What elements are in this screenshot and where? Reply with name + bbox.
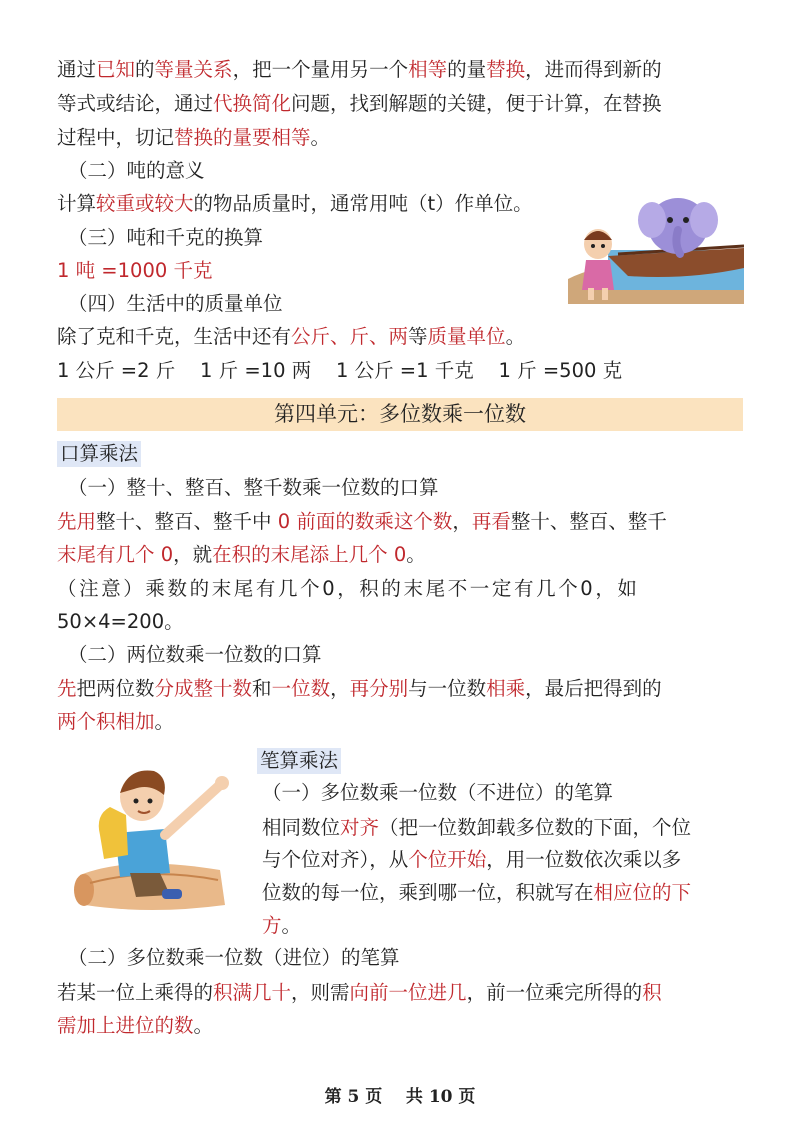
text-segment: 相同数位 [262, 816, 341, 839]
text-segment: 代换简化 [213, 92, 292, 115]
text-segment: 过程中，切记 [57, 126, 175, 149]
heading-written-2: （二）多位数乘一位数（进位）的笔算 [68, 946, 400, 969]
ton-meaning-text [57, 190, 533, 218]
text-segment: 位数的每一位，乘到哪一位，积就写在 [262, 881, 594, 904]
text-segment: 方 [262, 914, 282, 937]
text-segment: 相应位的下 [593, 881, 692, 904]
text-segment: 。 [310, 126, 331, 149]
text-segment: ，前一位乘完所得的 [466, 981, 643, 1004]
ton-kg-conversion: 1 吨 =1000 千克 [57, 259, 213, 282]
text-segment: 分成整十数 [154, 677, 253, 700]
heading-ton-kg: （三）吨和千克的换算 [68, 226, 264, 249]
text-segment: 等式或结论，通过 [57, 92, 214, 115]
substitution-line-1 [57, 56, 662, 84]
text-segment: 整十、整百、整千 [510, 510, 667, 533]
text-segment: 末尾有几个 0 [57, 543, 174, 566]
text-segment: 相乘 [486, 677, 526, 700]
text-segment: 公斤、斤、两 [291, 325, 409, 348]
text-segment: 在积的末尾添上几个 0 [212, 543, 407, 566]
text-segment: ， [452, 510, 472, 533]
text-segment: 把两位数 [76, 677, 155, 700]
text-segment: 再看 [471, 510, 511, 533]
text-segment: 替换 [486, 58, 526, 81]
written2-line-1 [57, 979, 662, 1007]
page-footer: 第 5 页 共 10 页 [324, 1087, 476, 1107]
unit-four-banner: 第四单元：多位数乘一位数 [57, 398, 743, 431]
heading-ton-meaning: （二）吨的意义 [68, 159, 205, 182]
note-line-1: （注意）乘数的末尾有几个0，积的末尾不一定有几个0，如 [57, 577, 640, 600]
oral1-line-1 [57, 508, 667, 536]
written1-line-1 [262, 814, 691, 842]
text-segment: 通过 [57, 58, 97, 81]
text-segment: 个位开始 [408, 848, 487, 871]
text-segment: 的物品质量时，通常用吨（t）作单位。 [193, 192, 533, 215]
tag-oral-multiplication: 口算乘法 [57, 441, 141, 467]
written1-line-4 [262, 912, 301, 940]
oral2-line-2 [57, 708, 174, 736]
text-segment: 的量 [447, 58, 487, 81]
text-segment: 两个积相加 [57, 710, 155, 733]
text-segment: 一位数 [271, 677, 331, 700]
heading-oral-1: （一）整十、整百、整千数乘一位数的口算 [68, 476, 439, 499]
text-segment: 计算 [57, 192, 97, 215]
text-segment: 相等 [408, 58, 448, 81]
text-segment: 积满几十 [213, 981, 292, 1004]
written2-line-2 [57, 1012, 213, 1040]
text-segment: 对齐 [340, 816, 380, 839]
text-segment: 。 [154, 710, 175, 733]
written1-line-2 [262, 846, 681, 874]
text-segment: 先用 [57, 510, 97, 533]
text-segment: 与一位数 [408, 677, 487, 700]
text-segment: 。 [281, 914, 302, 937]
text-segment: 替换的量要相等 [174, 126, 311, 149]
text-segment: 除了克和千克，生活中还有 [57, 325, 292, 348]
text-segment: 质量单位 [427, 325, 506, 348]
text-segment: 等量关系 [154, 58, 233, 81]
text-segment: ， [330, 677, 350, 700]
text-segment: ，进而得到新的 [525, 58, 662, 81]
units-equations: 1 公斤 =2 斤 1 斤 =10 两 1 公斤 =1 千克 1 斤 =500 克 [57, 359, 623, 382]
text-segment: 问题，找到解题的关键，便于计算，在替换 [291, 92, 662, 115]
text-segment: 积 [642, 981, 662, 1004]
text-segment: 先 [57, 677, 77, 700]
boy-on-scroll-illustration [70, 755, 240, 915]
text-segment: 需加上进位的数 [57, 1014, 194, 1037]
heading-life-units: （四）生活中的质量单位 [68, 292, 283, 315]
written1-line-3 [262, 879, 691, 907]
substitution-line-3 [57, 124, 330, 152]
text-segment: 。 [505, 325, 526, 348]
tag-written-multiplication: 笔算乘法 [257, 748, 341, 774]
text-segment: 若某一位上乘得的 [57, 981, 214, 1004]
text-segment: 和 [252, 677, 272, 700]
heading-written-1: （一）多位数乘一位数（不进位）的笔算 [262, 781, 614, 804]
text-segment: ，最后把得到的 [525, 677, 662, 700]
text-segment: 0 前面的数乘这个数 [277, 510, 453, 533]
life-units-text [57, 323, 525, 351]
oral1-line-2 [57, 541, 426, 569]
note-line-2: 50×4=200。 [57, 610, 184, 633]
text-segment: 整十、整百、整千中 [96, 510, 278, 533]
text-segment: 已知 [96, 58, 136, 81]
text-segment: ，把一个量用另一个 [232, 58, 409, 81]
text-segment: 再分别 [349, 677, 409, 700]
elephant-in-boat-illustration [568, 184, 744, 304]
oral2-line-1 [57, 675, 662, 703]
text-segment: 。 [193, 1014, 214, 1037]
text-segment: 的 [135, 58, 155, 81]
text-segment: 。 [406, 543, 426, 566]
text-segment: 较重或较大 [96, 192, 194, 215]
text-segment: 与个位对齐），从 [262, 848, 409, 871]
text-segment: 等 [408, 325, 428, 348]
text-segment: ，用一位数依次乘以多 [486, 848, 682, 871]
text-segment: （把一位数卸载多位数的下面，个位 [379, 816, 692, 839]
substitution-line-2 [57, 90, 662, 118]
text-segment: 向前一位进几 [349, 981, 467, 1004]
text-segment: ，则需 [291, 981, 350, 1004]
text-segment: ，就 [173, 543, 213, 566]
heading-oral-2: （二）两位数乘一位数的口算 [68, 643, 322, 666]
